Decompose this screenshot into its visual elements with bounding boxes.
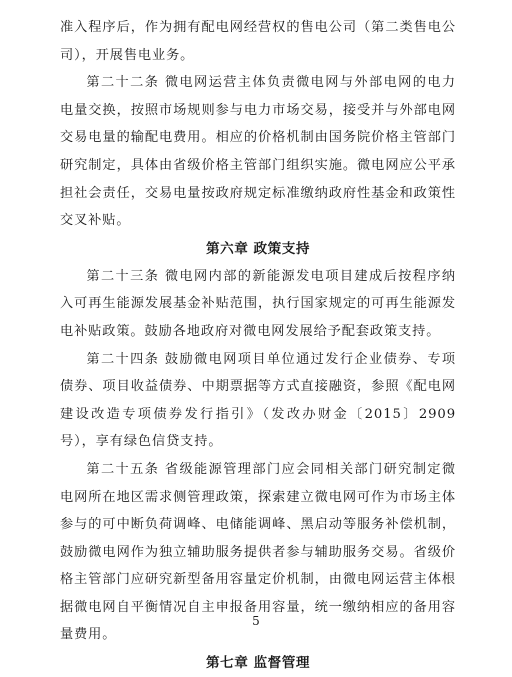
- paragraph-article-25: 第二十五条 省级能源管理部门应会同相关部门研究制定微电网所在地区需求侧管理政策，探索建立微电网可作为市场主体参与的可中断负荷调峰、电储能调峰、黑启动等服务补偿机制，鼓励微电网作为独立辅助服务提供者参与辅助服务交易。省级价格主管部门应研究新型备用容量定价机制，由微电网运营主体根据微电网自平衡情况自主申报备用容量，统一缴纳相应的备用容量费用。: [60, 461, 456, 643]
- chapter-7-heading: 第七章 监督管理: [206, 655, 310, 672]
- page-number: 5: [252, 614, 260, 628]
- chapter-6-heading: 第六章 政策支持: [206, 240, 310, 257]
- paragraph-continuation: 准入程序后，作为拥有配电网经营权的售电公司（第二类售电公司），开展售电业务。: [60, 20, 456, 63]
- paragraph-article-22: 第二十二条 微电网运营主体负责微电网与外部电网的电力电量交换，按照市场规则参与电力市场交易，接受并与外部电网交易电量的输配电费用。相应的价格机制由国务院价格主管部门研究制定，具体由省级价格主管部门组织实施。微电网应公平承担社会责任，交易电量按政府规定标准缴纳政府性基金和政策性交叉补贴。: [60, 75, 456, 229]
- paragraph-article-24: 第二十四条 鼓励微电网项目单位通过发行企业债券、专项债券、项目收益债券、中期票据等方式直接融资，参照《配电网建设改造专项债券发行指引》（发改办财金〔2015〕2909 号），享有绿色信贷支持。: [60, 351, 456, 450]
- paragraph-article-23: 第二十三条 微电网内部的新能源发电项目建成后按程序纳入可再生能源发展基金补贴范围，执行国家规定的可再生能源发电补贴政策。鼓励各地政府对微电网发展给予配套政策支持。: [60, 268, 456, 339]
